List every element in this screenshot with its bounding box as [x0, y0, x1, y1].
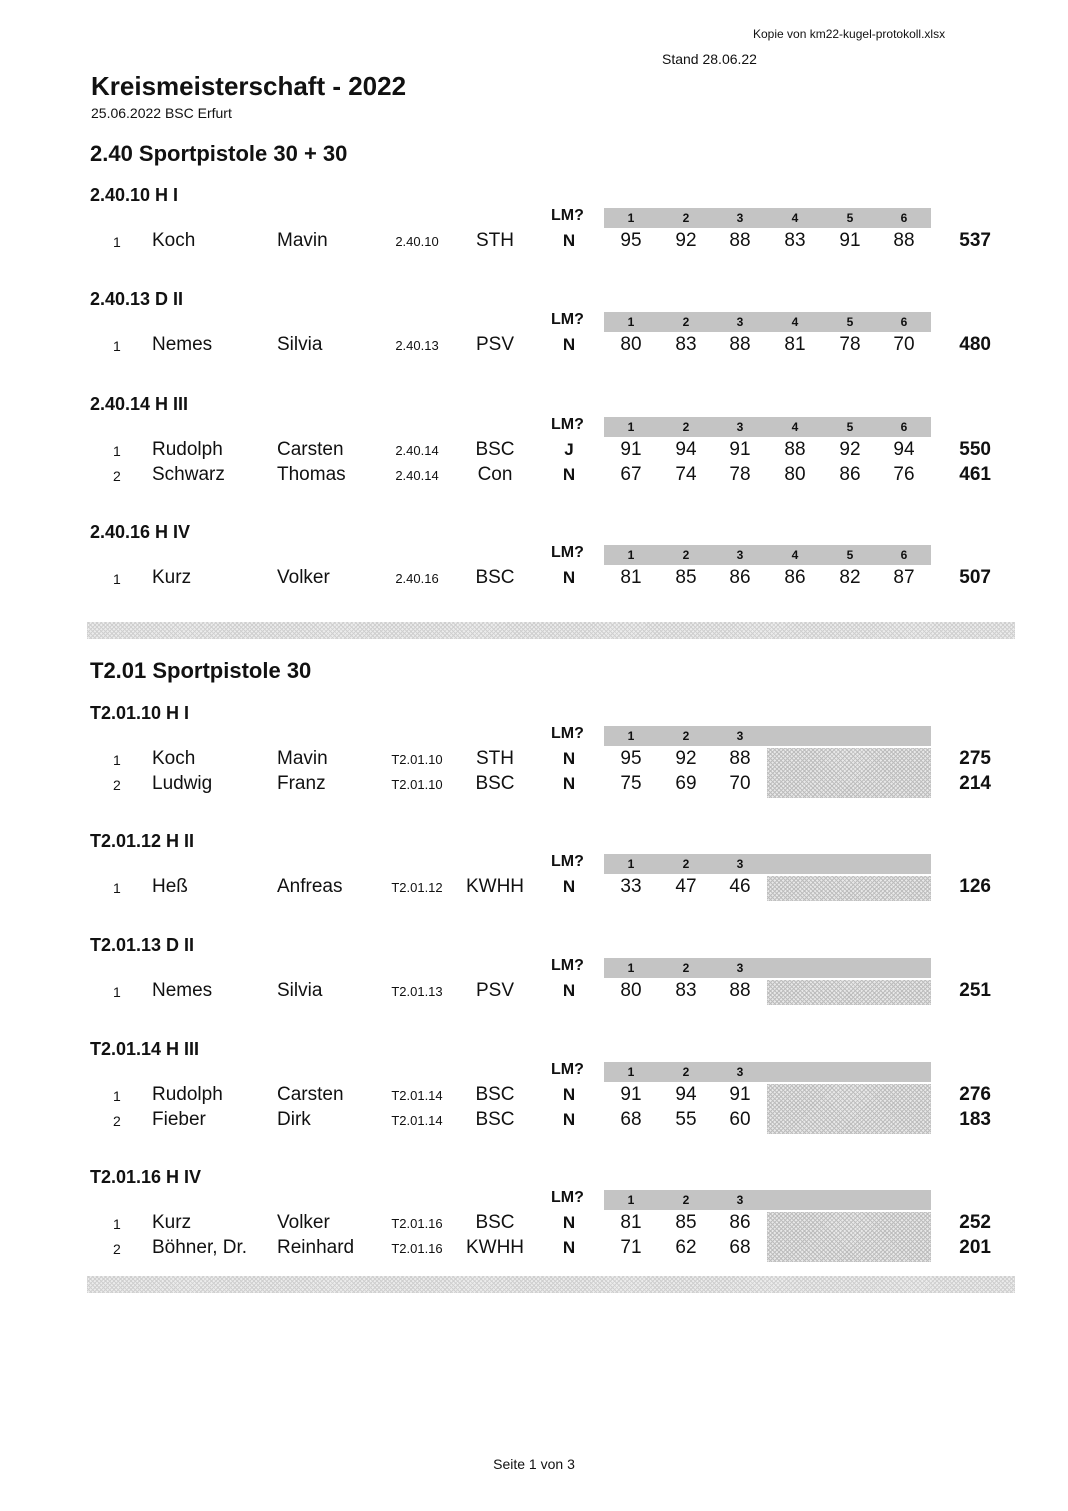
shot-number-label: 3: [736, 1193, 744, 1207]
lm-flag: N: [562, 1085, 576, 1104]
last-name: Nemes: [152, 334, 213, 355]
last-name: Fieber: [152, 1109, 206, 1130]
shot-score: 83: [675, 980, 697, 1001]
rank: 2: [113, 777, 121, 793]
lm-header: LM?: [551, 1061, 584, 1078]
shot-score: 81: [620, 1212, 642, 1233]
section-title: 2.40 Sportpistole 30 + 30: [90, 141, 348, 166]
club: BSC: [475, 1109, 515, 1130]
shot-score: 78: [729, 464, 751, 485]
shot-number-label: 1: [627, 211, 635, 225]
total-score: 201: [959, 1237, 991, 1258]
discipline-code: T2.01.16: [391, 1216, 443, 1231]
last-name: Ludwig: [152, 773, 213, 794]
first-name: Carsten: [277, 1084, 344, 1105]
shot-number-label: 4: [791, 548, 799, 562]
shot-score: 95: [620, 230, 642, 251]
shot-score: 70: [729, 773, 751, 794]
shot-score: 95: [620, 748, 642, 769]
category-title: T2.01.14 H III: [90, 1039, 200, 1059]
category-title: T2.01.10 H I: [90, 703, 190, 723]
lm-flag: N: [562, 465, 576, 484]
unused-shots-hatch: [767, 748, 931, 798]
category-title: 2.40.14 H III: [90, 394, 189, 414]
total-score: 276: [959, 1084, 991, 1105]
shot-header-bar: [604, 958, 931, 978]
first-name: Mavin: [277, 230, 328, 251]
total-score: 537: [959, 230, 991, 251]
shot-number-label: 4: [791, 211, 799, 225]
shot-score: 78: [839, 334, 861, 355]
lm-flag: N: [562, 981, 576, 1000]
club: STH: [476, 230, 514, 251]
shot-score: 74: [675, 464, 697, 485]
unused-shots-hatch: [767, 876, 931, 901]
shot-score: 75: [620, 773, 642, 794]
lm-flag: N: [562, 1213, 576, 1232]
shot-number-label: 6: [900, 211, 908, 225]
shot-number-label: 5: [846, 315, 854, 329]
shot-header-bar: [604, 545, 931, 565]
shot-score: 83: [784, 230, 806, 251]
discipline-code: T2.01.12: [391, 880, 443, 895]
shot-score: 85: [675, 567, 697, 588]
unused-shots-hatch: [767, 1212, 931, 1262]
shot-score: 80: [784, 464, 806, 485]
page-footer: Seite 1 von 3: [493, 1456, 575, 1472]
last-name: Nemes: [152, 980, 213, 1001]
first-name: Carsten: [277, 439, 344, 460]
section-divider: [87, 622, 1015, 639]
shot-score: 94: [675, 1084, 697, 1105]
rank: 1: [113, 571, 121, 587]
shot-number-label: 5: [846, 211, 854, 225]
shot-header-bar: [604, 1062, 931, 1082]
lm-flag: N: [562, 1238, 576, 1257]
shot-header-bar: [604, 854, 931, 874]
shot-number-label: 1: [627, 420, 635, 434]
shot-score: 92: [839, 439, 861, 460]
discipline-code: T2.01.10: [391, 752, 443, 767]
shot-header-bar: [604, 417, 931, 437]
club: KWHH: [465, 876, 525, 897]
rank: 2: [113, 1113, 121, 1129]
shot-number-label: 1: [627, 1193, 635, 1207]
shot-number-label: 3: [736, 420, 744, 434]
club: BSC: [475, 439, 515, 460]
shot-number-label: 3: [736, 1065, 744, 1079]
category-title: 2.40.10 H I: [90, 185, 179, 205]
shot-score: 68: [620, 1109, 642, 1130]
total-score: 126: [959, 876, 991, 897]
shot-score: 94: [675, 439, 697, 460]
total-score: 461: [959, 464, 991, 485]
lm-header: LM?: [551, 957, 584, 974]
shot-number-label: 2: [682, 961, 690, 975]
shot-number-label: 2: [682, 1193, 690, 1207]
lm-header: LM?: [551, 725, 584, 742]
shot-score: 94: [893, 439, 915, 460]
last-name: Rudolph: [152, 439, 223, 460]
category-title: T2.01.13 D II: [90, 935, 195, 955]
shot-score: 60: [729, 1109, 751, 1130]
lm-flag: N: [562, 749, 576, 768]
club: KWHH: [465, 1237, 525, 1258]
total-score: 275: [959, 748, 991, 769]
rank: 1: [113, 752, 121, 768]
shot-number-label: 6: [900, 315, 908, 329]
shot-score: 88: [729, 748, 751, 769]
shot-number-label: 5: [846, 548, 854, 562]
last-name: Böhner, Dr.: [152, 1237, 248, 1258]
rank: 2: [113, 468, 121, 484]
shot-score: 47: [675, 876, 697, 897]
shot-number-label: 3: [736, 729, 744, 743]
rank: 1: [113, 1088, 121, 1104]
shot-score: 88: [729, 230, 751, 251]
first-name: Silvia: [277, 980, 323, 1001]
shot-score: 82: [839, 567, 861, 588]
shot-number-label: 1: [627, 857, 635, 871]
lm-flag: N: [562, 1110, 576, 1129]
shot-score: 55: [675, 1109, 697, 1130]
file-name: Kopie von km22-kugel-protokoll.xlsx: [753, 27, 946, 41]
shot-number-label: 2: [682, 211, 690, 225]
shot-score: 91: [729, 1084, 751, 1105]
shot-score: 87: [893, 567, 915, 588]
shot-number-label: 2: [682, 315, 690, 329]
lm-header: LM?: [551, 544, 584, 561]
shot-score: 86: [729, 1212, 751, 1233]
shot-header-bar: [604, 312, 931, 332]
category-title: T2.01.16 H IV: [90, 1167, 202, 1187]
shot-score: 67: [620, 464, 642, 485]
shot-number-label: 3: [736, 961, 744, 975]
total-score: 480: [959, 334, 991, 355]
lm-header: LM?: [551, 207, 584, 224]
shot-score: 76: [893, 464, 915, 485]
shot-number-label: 3: [736, 315, 744, 329]
lm-header: LM?: [551, 416, 584, 433]
shot-score: 81: [784, 334, 806, 355]
shot-number-label: 4: [791, 315, 799, 329]
shot-score: 91: [620, 439, 642, 460]
category-title: T2.01.12 H II: [90, 831, 195, 851]
rank: 1: [113, 984, 121, 1000]
shot-number-label: 2: [682, 1065, 690, 1079]
rank: 1: [113, 443, 121, 459]
rank: 1: [113, 1216, 121, 1232]
total-score: 507: [959, 567, 991, 588]
club: BSC: [475, 773, 515, 794]
shot-number-label: 6: [900, 548, 908, 562]
shot-score: 88: [784, 439, 806, 460]
shot-number-label: 1: [627, 729, 635, 743]
club: PSV: [475, 334, 515, 355]
shot-number-label: 6: [900, 420, 908, 434]
shot-score: 88: [729, 980, 751, 1001]
total-score: 252: [959, 1212, 991, 1233]
shot-score: 71: [620, 1237, 642, 1258]
rank: 1: [113, 234, 121, 250]
lm-flag: N: [562, 335, 576, 354]
total-score: 550: [959, 439, 991, 460]
discipline-code: 2.40.13: [395, 338, 439, 353]
club: Con: [477, 464, 513, 485]
lm-flag: N: [562, 568, 576, 587]
total-score: 251: [959, 980, 991, 1001]
shot-number-label: 1: [627, 548, 635, 562]
lm-header: LM?: [551, 1189, 584, 1206]
discipline-code: 2.40.16: [395, 571, 439, 586]
shot-number-label: 1: [627, 315, 635, 329]
rank: 1: [113, 338, 121, 354]
discipline-code: T2.01.14: [391, 1088, 443, 1103]
shot-number-label: 1: [627, 1065, 635, 1079]
unused-shots-hatch: [767, 1084, 931, 1134]
shot-score: 91: [620, 1084, 642, 1105]
first-name: Dirk: [277, 1109, 311, 1130]
shot-number-label: 4: [791, 420, 799, 434]
total-score: 183: [959, 1109, 991, 1130]
total-score: 214: [959, 773, 991, 794]
lm-flag: N: [562, 877, 576, 896]
section-divider: [87, 1276, 1015, 1293]
shot-score: 81: [620, 567, 642, 588]
rank: 1: [113, 880, 121, 896]
last-name: Kurz: [152, 567, 192, 588]
last-name: Kurz: [152, 1212, 192, 1233]
shot-score: 70: [893, 334, 915, 355]
first-name: Reinhard: [277, 1237, 355, 1258]
lm-flag: N: [562, 774, 576, 793]
shot-number-label: 1: [627, 961, 635, 975]
page-title: Kreismeisterschaft - 2022: [91, 71, 407, 101]
club: PSV: [475, 980, 515, 1001]
shot-header-bar: [604, 1190, 931, 1210]
first-name: Mavin: [277, 748, 328, 769]
discipline-code: T2.01.14: [391, 1113, 443, 1128]
category-title: 2.40.13 D II: [90, 289, 184, 309]
shot-score: 83: [675, 334, 697, 355]
last-name: Heß: [152, 876, 188, 897]
shot-score: 86: [729, 567, 751, 588]
discipline-code: T2.01.10: [391, 777, 443, 792]
shot-score: 92: [675, 230, 697, 251]
shot-number-label: 3: [736, 548, 744, 562]
shot-score: 69: [675, 773, 697, 794]
shot-score: 86: [839, 464, 861, 485]
shot-score: 92: [675, 748, 697, 769]
category-title: 2.40.16 H IV: [90, 522, 191, 542]
discipline-code: T2.01.13: [391, 984, 443, 999]
discipline-code: 2.40.14: [395, 443, 439, 458]
shot-score: 86: [784, 567, 806, 588]
discipline-code: 2.40.14: [395, 468, 439, 483]
stand-date: Stand 28.06.22: [662, 51, 757, 67]
shot-number-label: 5: [846, 420, 854, 434]
club: BSC: [475, 1084, 515, 1105]
last-name: Koch: [152, 748, 196, 769]
first-name: Silvia: [277, 334, 323, 355]
shot-score: 33: [620, 876, 642, 897]
first-name: Thomas: [277, 464, 346, 485]
last-name: Rudolph: [152, 1084, 223, 1105]
shot-score: 80: [620, 334, 642, 355]
shot-number-label: 3: [736, 857, 744, 871]
last-name: Schwarz: [152, 464, 225, 485]
first-name: Volker: [277, 567, 330, 588]
shot-score: 88: [729, 334, 751, 355]
rank: 2: [113, 1241, 121, 1257]
shot-number-label: 3: [736, 211, 744, 225]
page-subtitle: 25.06.2022 BSC Erfurt: [91, 105, 232, 121]
discipline-code: T2.01.16: [391, 1241, 443, 1256]
unused-shots-hatch: [767, 980, 931, 1005]
shot-score: 91: [729, 439, 751, 460]
shot-header-bar: [604, 726, 931, 746]
shot-score: 91: [839, 230, 861, 251]
lm-header: LM?: [551, 311, 584, 328]
shot-score: 80: [620, 980, 642, 1001]
last-name: Koch: [152, 230, 196, 251]
shot-number-label: 2: [682, 857, 690, 871]
first-name: Anfreas: [277, 876, 343, 897]
lm-flag: J: [564, 440, 574, 459]
lm-flag: N: [562, 231, 576, 250]
club: BSC: [475, 567, 515, 588]
shot-number-label: 2: [682, 420, 690, 434]
section-title: T2.01 Sportpistole 30: [90, 658, 312, 683]
lm-header: LM?: [551, 853, 584, 870]
club: BSC: [475, 1212, 515, 1233]
shot-score: 85: [675, 1212, 697, 1233]
discipline-code: 2.40.10: [395, 234, 439, 249]
shot-score: 88: [893, 230, 915, 251]
first-name: Franz: [277, 773, 326, 794]
shot-score: 68: [729, 1237, 751, 1258]
club: STH: [476, 748, 514, 769]
shot-header-bar: [604, 208, 931, 228]
shot-number-label: 2: [682, 729, 690, 743]
shot-number-label: 2: [682, 548, 690, 562]
shot-score: 62: [675, 1237, 697, 1258]
first-name: Volker: [277, 1212, 330, 1233]
shot-score: 46: [729, 876, 751, 897]
